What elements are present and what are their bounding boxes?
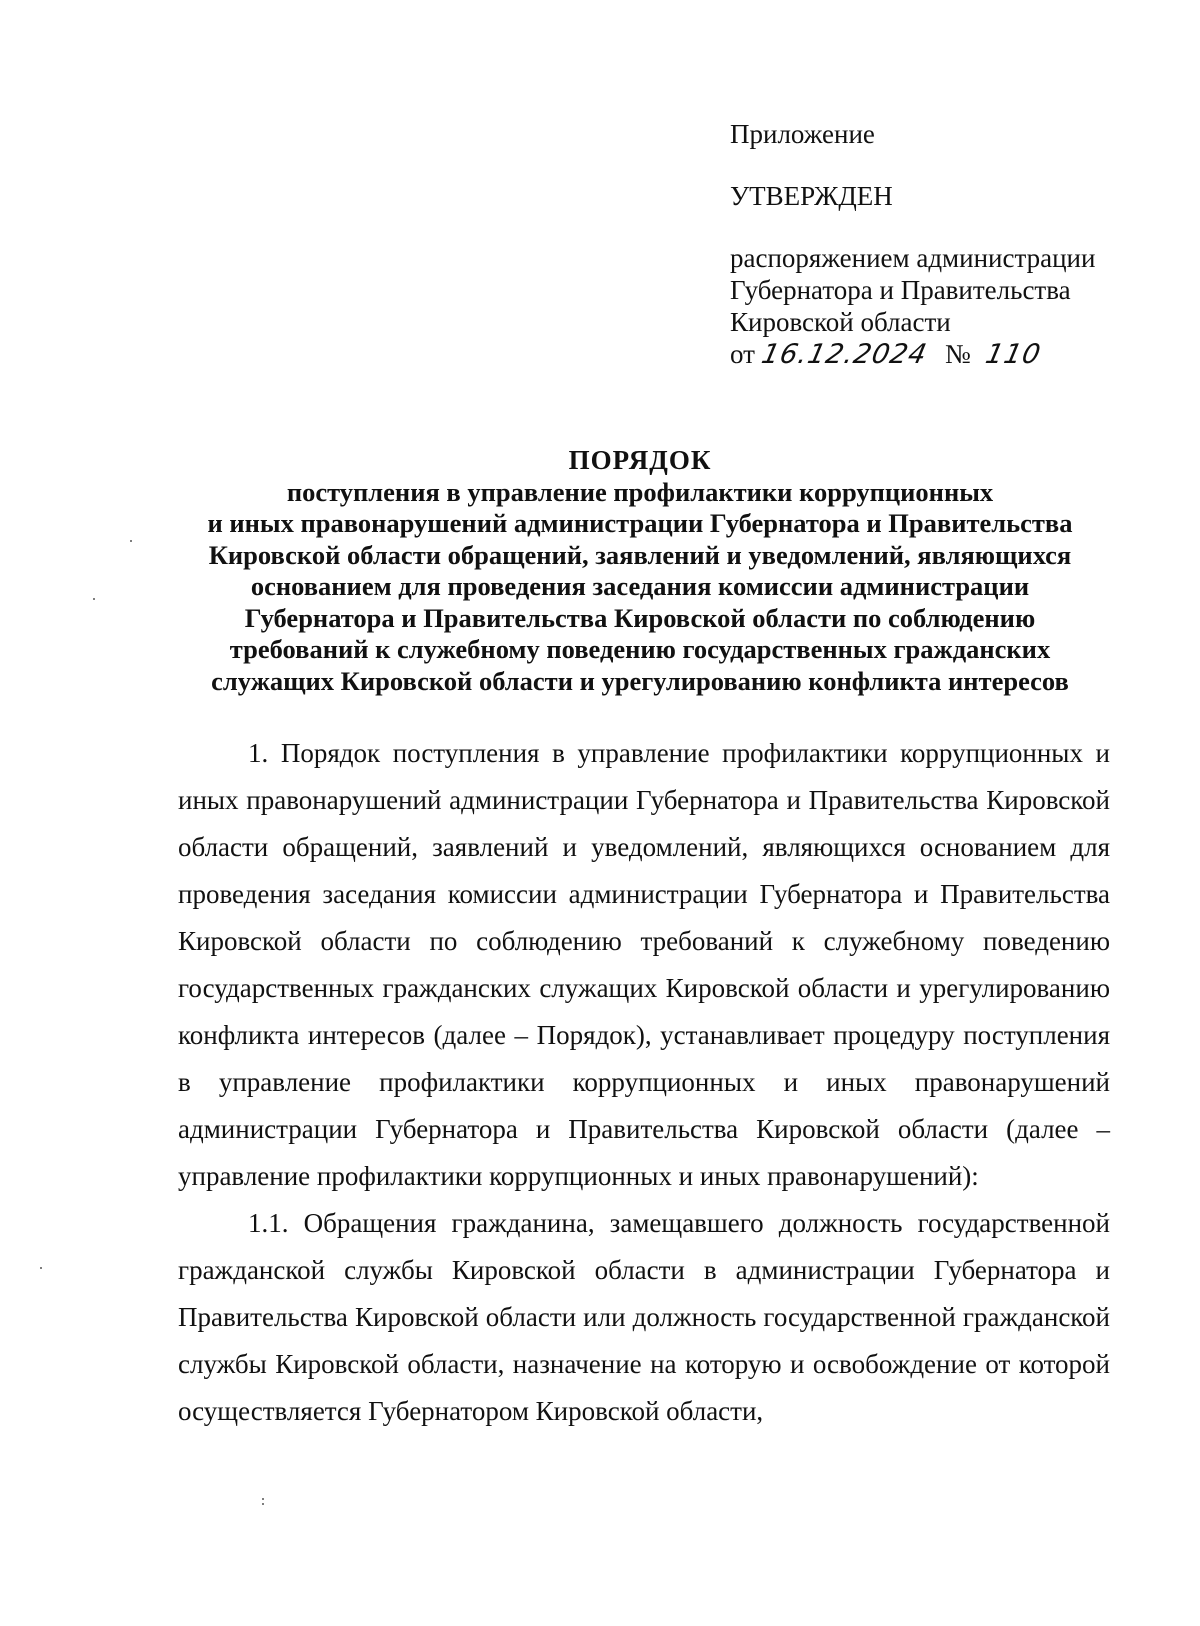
title-line: поступления в управление профилактики коррупционных — [286, 476, 994, 507]
title-line: Кировской области обращений, заявлений и уведомлений, являющихся — [208, 539, 1072, 570]
scan-speck — [40, 1267, 42, 1269]
title-line: Губернатора и Правительства Кировской области по соблюдению — [244, 602, 1036, 633]
paragraph-1: 1. Порядок поступления в управление профилактики коррупционных и иных правонарушений администрации Губернатора и Правительства Кировской области обращений, заявлений и уведомлений, являющихся основанием для проведения заседания комиссии администрации Губернатора и Правительства Кировской области по соблюдению требований к служебному поведению государственных гражданских служащих Кировской области и урегулированию конфликта интересов (далее – Порядок), устанавливает процедуру поступления в управление профилактики коррупционных и иных правонарушений администрации Губернатора и Правительства Кировской области (далее – управление профилактики коррупционных и иных правонарушений): — [178, 738, 1110, 1191]
handwritten-date: 16.12.2024 — [758, 339, 930, 370]
decree-line: распоряжением администрации — [730, 243, 1096, 273]
scan-speck — [262, 1498, 264, 1500]
scan-speck — [93, 598, 95, 600]
approval-block — [730, 118, 1170, 371]
paragraph-1-1: 1.1. Обращения гражданина, замещавшего должность государственной гражданской службы Кировской области в администрации Губернатора и Правительства Кировской области или должность государственной гражданской службы Кировской области, назначение на которую и освобождение от которой осуществляется Губернатором Кировской области, — [178, 1208, 1110, 1426]
scan-speck — [262, 1503, 264, 1505]
approved-label: УТВЕРЖДЕН — [730, 181, 893, 211]
appendix-label: Приложение — [730, 119, 875, 149]
title-line: основанием для проведения заседания комиссии администрации — [250, 571, 1030, 601]
document-title — [150, 445, 1130, 697]
decree-line: Губернатора и Правительства — [730, 275, 1071, 305]
title-line: и иных правонарушений администрации Губернатора и Правительства — [207, 508, 1073, 538]
handwritten-number: 110 — [982, 339, 1044, 370]
decree-date-line — [730, 338, 1170, 371]
date-prefix: от — [730, 339, 755, 369]
document-body — [178, 730, 1110, 1435]
title-line: служащих Кировской области и урегулированию конфликта интересов — [211, 665, 1069, 696]
scan-speck — [130, 540, 132, 542]
decree-line: Кировской области — [730, 307, 951, 337]
title-main: ПОРЯДОК — [568, 445, 712, 475]
number-sign: № — [945, 339, 971, 369]
title-line: требований к служебному поведению государственных гражданских — [229, 634, 1051, 664]
decree-reference — [730, 242, 1170, 371]
